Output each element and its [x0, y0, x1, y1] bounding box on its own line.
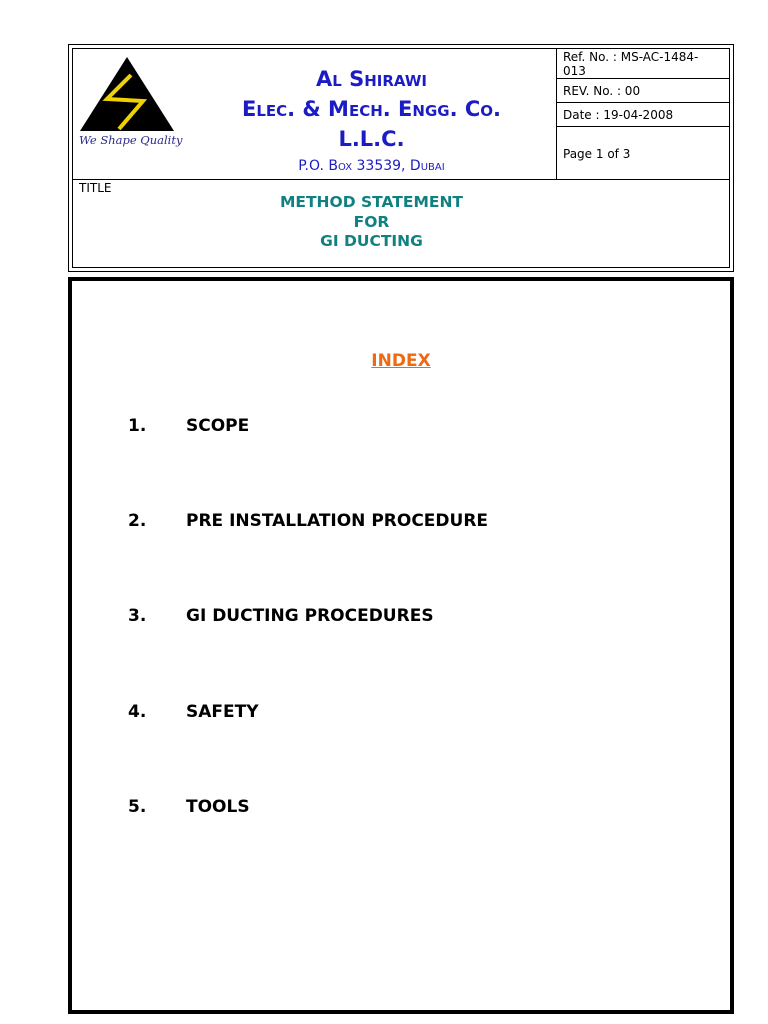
- index-item-label: SCOPE: [186, 416, 250, 436]
- logo-tagline: We Shape Quality: [79, 133, 183, 147]
- index-item-number: 1.: [128, 416, 147, 436]
- reference-number: Ref. No. : MS-AC-1484-013: [557, 49, 729, 79]
- page-indicator: Page 1 of 3: [563, 147, 631, 161]
- index-item: [128, 702, 259, 722]
- index-item-label: TOOLS: [186, 797, 250, 817]
- index-item: [128, 606, 434, 626]
- title-line-1: METHOD STATEMENT: [279, 193, 464, 211]
- header-table: [72, 48, 730, 268]
- company-name-line-3: L.L.C.: [338, 127, 405, 151]
- company-name-block: [187, 49, 556, 179]
- index-item: [128, 511, 488, 531]
- index-item-label: SAFETY: [186, 702, 259, 722]
- document-date: Date : 19-04-2008: [557, 103, 729, 127]
- title-line-2: FOR: [353, 212, 390, 231]
- company-address: P.O. Box 33539, Dubai: [298, 158, 445, 174]
- title-row: [73, 179, 729, 267]
- index-item-number: 5.: [128, 797, 147, 817]
- company-logo: [73, 49, 187, 179]
- index-heading: INDEX: [371, 351, 431, 371]
- document-title: [187, 193, 556, 252]
- document-header: [68, 44, 734, 272]
- index-item-number: 3.: [128, 606, 147, 626]
- triangle-lightning-logo-icon: [77, 55, 177, 133]
- index-section: [68, 277, 734, 1014]
- company-name-line-2: Elec. & Mech. Engg. Co.: [241, 97, 502, 121]
- title-label: TITLE: [79, 181, 112, 195]
- revision-number: REV. No. : 00: [557, 79, 729, 103]
- title-line-3: GI DUCTING: [320, 232, 423, 250]
- index-item: [128, 797, 250, 817]
- document-meta: [556, 49, 729, 179]
- index-item-label: GI DUCTING PROCEDURES: [186, 606, 434, 626]
- index-item-label: PRE INSTALLATION PROCEDURE: [186, 511, 489, 531]
- index-item-number: 4.: [128, 702, 147, 722]
- company-name-line-1: Al Shirawi: [316, 67, 427, 91]
- index-item: [128, 416, 249, 436]
- index-item-number: 2.: [128, 511, 147, 531]
